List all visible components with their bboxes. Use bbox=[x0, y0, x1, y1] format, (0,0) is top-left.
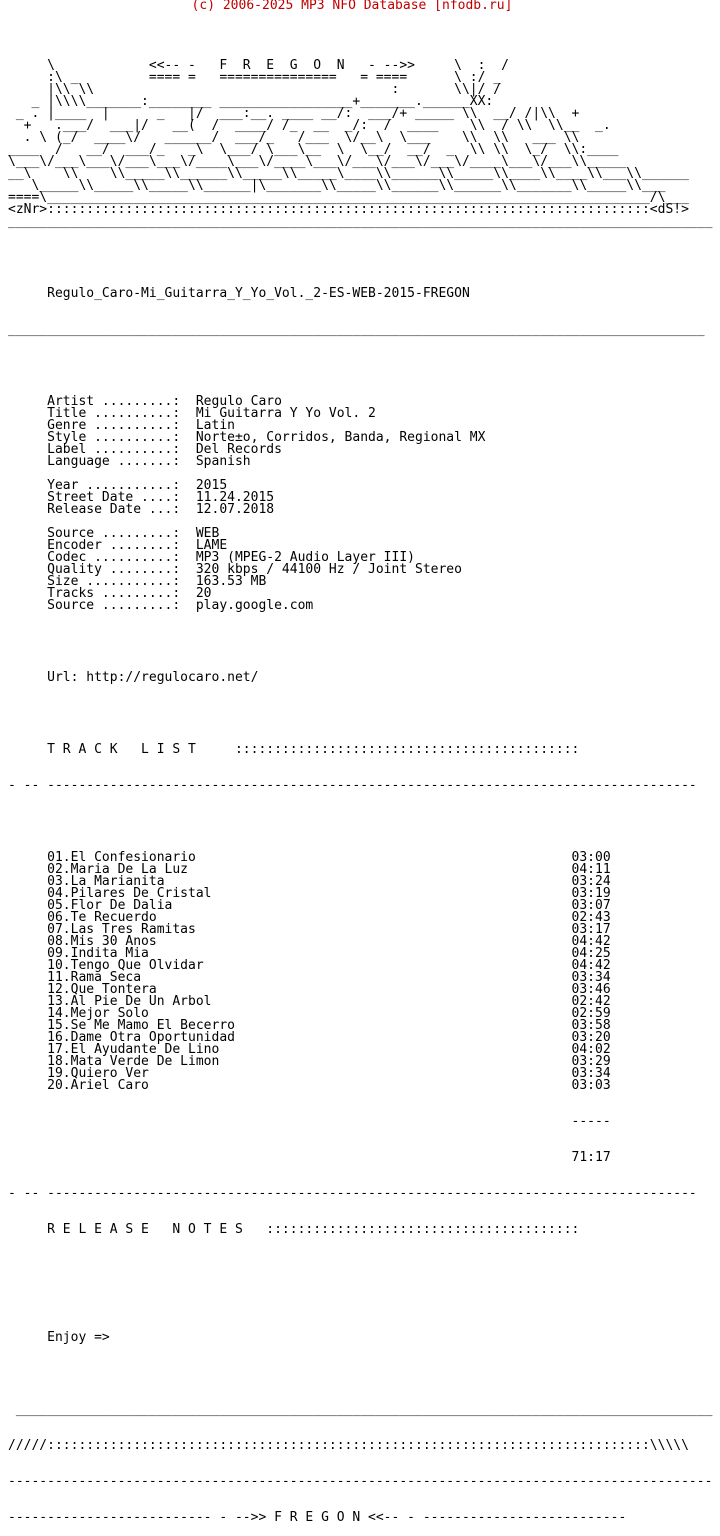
info-row: Release Date ...: 12.07.2018 bbox=[8, 502, 275, 517]
release-notes-header: R E L E A S E N O T E S :::::::::::::::::::::::::::::::::::::::: bbox=[8, 1222, 580, 1237]
info-row: Label ..........: Del Records bbox=[8, 442, 282, 457]
track-row: 12.Que Tontera 03:46 bbox=[8, 982, 611, 997]
track-row: 08.Mis 30 Anos 04:42 bbox=[8, 934, 611, 949]
track-row: 15.Se Me Mamo El Becerro 03:58 bbox=[8, 1018, 611, 1033]
info-block bbox=[8, 396, 712, 612]
track-row: 20.Ariel Caro 03:03 bbox=[8, 1078, 611, 1093]
ascii-art bbox=[8, 60, 712, 228]
separator: - -- ----------------------------------------------------------------------------------- bbox=[8, 778, 697, 793]
track-row: 10.Tengo Que Olvidar 04:42 bbox=[8, 958, 611, 973]
track-row: 09.Indita Mia 04:25 bbox=[8, 946, 611, 961]
track-row: 18.Mata Verde De Limon 03:29 bbox=[8, 1054, 611, 1069]
info-row: Tracks .........: 20 bbox=[8, 586, 212, 601]
track-row: 05.Flor De Dalia 03:07 bbox=[8, 898, 611, 913]
separator: - -- ----------------------------------------------------------------------------------- bbox=[8, 1186, 697, 1201]
footer-rule: /////:::::::::::::::::::::::::::::::::::::::::::::::::::::::::::::::::::::::::::::\\\\\ bbox=[8, 1438, 689, 1453]
info-row: Source .........: play.google.com bbox=[8, 598, 314, 613]
ascii-art-line: \_____\\_____\\_____\\______|\_______\\_____\\______\\______\\_______\\_____\\___ bbox=[8, 178, 666, 193]
track-list bbox=[8, 852, 712, 1092]
track-row: 07.Las Tres Ramitas 03:17 bbox=[8, 922, 611, 937]
info-row: Language .......: Spanish bbox=[8, 454, 251, 469]
track-row: 03.La Marianita 03:24 bbox=[8, 874, 611, 889]
info-row: Source .........: WEB bbox=[8, 526, 220, 541]
ascii-art-line: ====\_____________________________________________________________________________/\___ bbox=[8, 190, 689, 205]
track-row: 02.Maria De La Luz 04:11 bbox=[8, 862, 611, 877]
info-row: Encoder ........: LAME bbox=[8, 538, 228, 553]
tracklist-header: T R A C K L I S T :::::::::::::::::::::::::::::::::::::::::::: bbox=[8, 742, 580, 757]
ascii-art-line: \ <<-- - F R E G O N - -->> \ : / bbox=[8, 58, 509, 73]
info-row: Street Date ....: 11.24.2015 bbox=[8, 490, 275, 505]
release-name-line: Regulo_Caro-Mi_Guitarra_Y_Yo_Vol._2-ES-WEB-2015-FREGON bbox=[8, 286, 470, 301]
ascii-art-line: + .___/ ___|/ __( / ____/ /_ __ _/: / ____ \\ / \\ \\__ _. bbox=[8, 118, 611, 133]
ascii-art-line: . \ (_/ ____\/ ______/ ___/_ /___ \/__\ \___ \\ \\ ___ \\ bbox=[8, 130, 580, 145]
info-row: Year ...........: 2015 bbox=[8, 478, 228, 493]
info-row: Codec ..........: MP3 (MPEG-2 Audio Layer III) bbox=[8, 550, 415, 565]
url-line: Url: http://regulocaro.net/ bbox=[8, 670, 259, 685]
ascii-art-line: _ . |____ | _ |/ ___:__. ____ __/: ___/+ _____ \\ __/ /|\\ + bbox=[8, 106, 580, 121]
release-notes-text: Enjoy => bbox=[8, 1330, 110, 1345]
nfo-document bbox=[8, 0, 712, 1536]
track-row: 19.Quiero Ver 03:34 bbox=[8, 1066, 611, 1081]
track-row: 11.Rama Seca 03:34 bbox=[8, 970, 611, 985]
track-row: 06.Te Recuerdo 02:43 bbox=[8, 910, 611, 925]
ascii-art-line: |\\ \\ : \\|/ / bbox=[8, 82, 502, 97]
footer-rule: ------------------------------------------------------------------------------------------ bbox=[8, 1474, 713, 1489]
track-row: 16.Dame Otra Oportunidad 03:20 bbox=[8, 1030, 611, 1045]
info-row: Artist .........: Regulo Caro bbox=[8, 394, 282, 409]
footer-tag: -------------------------- - -->> F R E G O N <<-- - -------------------------- bbox=[8, 1510, 627, 1525]
total-divider: ----- bbox=[8, 1114, 611, 1129]
info-row: Title ..........: Mi Guitarra Y Yo Vol. 2 bbox=[8, 406, 376, 421]
footer-rule: _________________________________________________________________________________________ bbox=[8, 1402, 713, 1417]
total-time: 71:17 bbox=[8, 1150, 611, 1165]
ascii-art-line: ____ / __/ ___/_ _\ \___/ \___\__ \ \__/ __/ _ \\ \\ \_/ \\:____ bbox=[8, 142, 619, 157]
info-row: Quality ........: 320 kbps / 44100 Hz / Joint Stereo bbox=[8, 562, 462, 577]
track-row: 17.El Ayudante De Lino 04:02 bbox=[8, 1042, 611, 1057]
separator: _________________________________________________________________________________________ bbox=[8, 322, 705, 337]
info-row: Style ..........: Norte±o, Corridos, Banda, Regional MX bbox=[8, 430, 486, 445]
info-row: Genre ..........: Latin bbox=[8, 418, 235, 433]
ascii-art-line: __\ \\ \\_____\\______\\_____\\_____\____\\______\\_____\\____\\____\\___\\______ bbox=[8, 166, 689, 181]
credit-header: (c) 2006-2025 MP3 NFO Database [nfodb.ru] bbox=[191, 0, 513, 13]
track-row: 13.Al Pie De Un Arbol 02:42 bbox=[8, 994, 611, 1009]
ascii-art-line: <zNr>:::::::::::::::::::::::::::::::::::::::::::::::::::::::::::::::::::::::::::::<dS!> bbox=[8, 202, 689, 217]
track-row: 04.Pilares De Cristal 03:19 bbox=[8, 886, 611, 901]
ascii-art-line: :\ _ ==== = =============== = ==== \ :/ _ bbox=[8, 70, 502, 85]
ascii-art-line: \___\/___\___\/___\___\/____\___\/____\___\/___\/___\/___\/____\___\/___\\_____ bbox=[8, 154, 627, 169]
track-row: 01.El Confesionario 03:00 bbox=[8, 850, 611, 865]
ascii-art-line: _ |\\\\_______:________ _________________+_______.______XX: bbox=[8, 94, 494, 109]
ascii-art-line: __________________________________________________________________________________________ bbox=[8, 214, 713, 229]
info-row: Size ...........: 163.53 MB bbox=[8, 574, 267, 589]
track-row: 14.Mejor Solo 02:59 bbox=[8, 1006, 611, 1021]
